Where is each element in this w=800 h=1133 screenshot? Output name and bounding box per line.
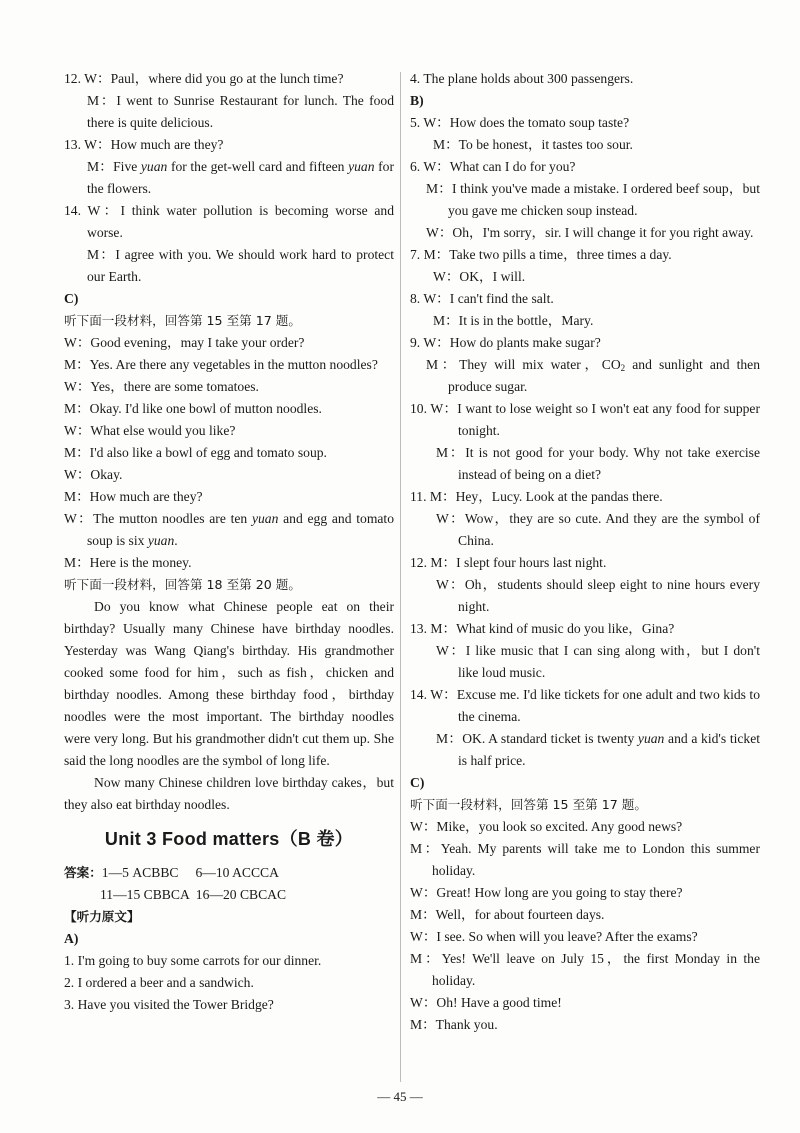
r-q14-m: M：OK. A standard ticket is twenty yuan and a kid's ticket is half price.: [436, 731, 761, 768]
r-q5-w: 5. W：How does the tomato soup taste?: [410, 115, 630, 130]
l-dialog-3: M：Okay. I'd like one bowl of mutton noodles.: [64, 401, 322, 416]
listening-script-label: 【听力原文】: [64, 909, 140, 924]
answers-row-1: 答案：1—5 ACBBC 6—10 ACCCA: [64, 865, 279, 880]
r-dialog-7: W：Oh! Have a good time!: [410, 995, 562, 1010]
r-q13-m: 13. M：What kind of music do you like，Gina?: [410, 621, 675, 636]
r-q6-m: M：I think you've made a mistake. I ordered beef soup，but you gave me chicken soup instead.: [426, 181, 760, 218]
r-q10-m: M：It is not good for your body. Why not take exercise instead of being on a diet?: [436, 445, 760, 482]
r-q6-w2: W：Oh，I'm sorry，sir. I will change it for you right away.: [426, 225, 754, 240]
l-dialog-7: M：How much are they?: [64, 489, 203, 504]
l-instruction-2: 听下面一段材料，回答第 18 至第 20 题。: [64, 577, 301, 592]
a-item-2: 2. I ordered a beer and a sandwich.: [64, 975, 254, 990]
r-dialog-3: W：Great! How long are you going to stay there?: [410, 885, 683, 900]
r-q9-w: 9. W：How do plants make sugar?: [410, 335, 601, 350]
r-q14-w: 14. W：Excuse me. I'd like tickets for one adult and two kids to the cinema.: [410, 687, 760, 724]
unit-title: Unit 3 Food matters（B 卷）: [104, 829, 354, 849]
r-q8-m: M：It is in the bottle，Mary.: [433, 313, 594, 328]
r-q11-w: W：Wow，they are so cute. And they are the symbol of China.: [436, 511, 760, 548]
l-dialog-2: W：Yes，there are some tomatoes.: [64, 379, 259, 394]
a-item-4: 4. The plane holds about 300 passengers.: [410, 71, 634, 86]
r-q12-m: 12. M：I slept four hours last night.: [410, 555, 607, 570]
left-column: [64, 68, 394, 1016]
l-dialog-6: W：Okay.: [64, 467, 123, 482]
l-q13-w: 13. W：How much are they?: [64, 137, 224, 152]
a-item-1: 1. I'm going to buy some carrots for our dinner.: [64, 953, 322, 968]
l-instruction-1: 听下面一段材料，回答第 15 至第 17 题。: [64, 313, 301, 328]
l-dialog-4: W：What else would you like?: [64, 423, 236, 438]
l-q12-m: M：I went to Sunrise Restaurant for lunch. The food there is quite delicious.: [87, 93, 394, 130]
r-dialog-4: M：Well，for about fourteen days.: [410, 907, 605, 922]
l-section-a: A): [64, 931, 79, 946]
l-price-line: W：The mutton noodles are ten yuan and egg and tomato soup is six yuan.: [64, 511, 395, 548]
r-q13-w: W：I like music that I can sing along with，but I don't like loud music.: [436, 643, 760, 680]
l-passage-para-1: Do you know what Chinese people eat on their birthday? Usually many Chinese have birthday noodles. Yesterday was Wang Qiang's birthday. His grandmother cooked some food for him，such as fish，chicken and birthday noodles. Among these birthday food，birthday noodles were the most important. The birthday noodles were very long. But his grandmother didn't cut them up. She said the long noodles are the symbol of long life.: [64, 599, 394, 768]
l-dialog-1: M：Yes. Are there any vegetables in the mutton noodles?: [64, 357, 378, 372]
l-dialog-0: W：Good evening，may I take your order?: [64, 335, 305, 350]
a-item-3: 3. Have you visited the Tower Bridge?: [64, 997, 274, 1012]
l-dialog-5: M：I'd also like a bowl of egg and tomato soup.: [64, 445, 327, 460]
r-q7-w: W：OK，I will.: [433, 269, 526, 284]
r-dialog-6: M：Yes! We'll leave on July 15，the first Monday in the holiday.: [410, 951, 760, 988]
r-dialog-1: W：Mike，you look so excited. Any good news?: [410, 819, 683, 834]
r-dialog-8: M：Thank you.: [410, 1017, 498, 1032]
r-q7-m: 7. M：Take two pills a time，three times a day.: [410, 247, 672, 262]
l-q13-m: M：Five yuan for the get-well card and fifteen yuan for the flowers.: [87, 159, 394, 196]
r-q6-w: 6. W：What can I do for you?: [410, 159, 576, 174]
answers-row-2: 11—15 CBBCA 16—20 CBCAC: [100, 887, 287, 902]
answers-label: 答案：: [64, 865, 102, 880]
r-q5-m: M：To be honest，it tastes too sour.: [433, 137, 633, 152]
l-money-line: M：Here is the money.: [64, 555, 192, 570]
l-q14-m: M：I agree with you. We should work hard to protect our Earth.: [87, 247, 394, 284]
l-passage-para-2: Now many Chinese children love birthday cakes，but they also eat birthday noodles.: [64, 775, 394, 812]
l-q14-w: 14. W：I think water pollution is becoming worse and worse.: [64, 203, 394, 240]
r-section-c: C): [410, 775, 425, 790]
r-q9-m: M：They will mix water，$CO_2$ and sunlight and then produce sugar.: [426, 357, 760, 394]
r-instruction: 听下面一段材料，回答第 15 至第 17 题。: [410, 797, 647, 812]
r-q11-m: 11. M：Hey，Lucy. Look at the pandas there.: [410, 489, 663, 504]
column-divider: [400, 72, 401, 1082]
r-section-b: B): [410, 93, 424, 108]
r-q8-w: 8. W：I can't find the salt.: [410, 291, 554, 306]
r-q12-w: W：Oh，students should sleep eight to nine hours every night.: [436, 577, 760, 614]
l-section-c: C): [64, 291, 79, 306]
r-q10-w: 10. W：I want to lose weight so I won't eat any food for supper tonight.: [410, 401, 760, 438]
right-column: [410, 68, 760, 1036]
page-number: — 45 —: [377, 1089, 423, 1104]
r-dialog-2: M：Yeah. My parents will take me to London this summer holiday.: [410, 841, 760, 878]
r-dialog-5: W：I see. So when will you leave? After the exams?: [410, 929, 698, 944]
l-q12-w: 12. W：Paul，where did you go at the lunch time?: [64, 71, 344, 86]
